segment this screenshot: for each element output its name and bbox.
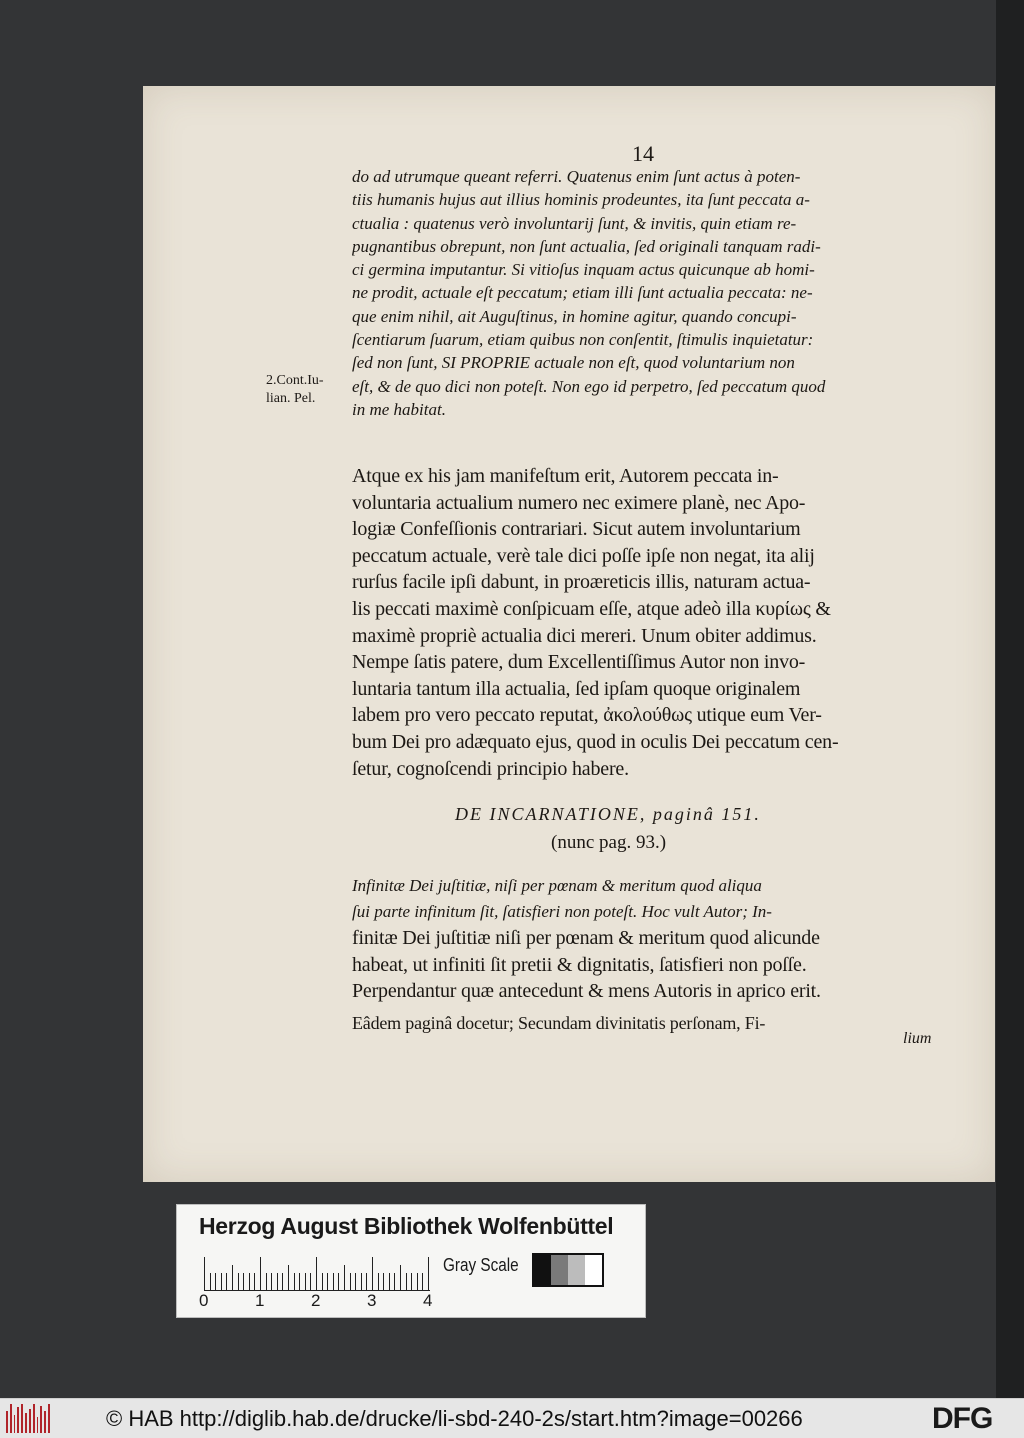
ruler-tick (417, 1273, 418, 1291)
ruler (204, 1257, 430, 1291)
ruler-tick (238, 1273, 239, 1291)
ruler-tick (260, 1257, 261, 1291)
text-line: luntaria tantum illa actualia, ſed ipſam quoque originalem (352, 677, 801, 700)
paragraph-last (352, 1010, 952, 1037)
text-line: Eâdem paginâ docetur; Secundam divinitatis perſonam, Fi- (352, 1013, 766, 1033)
logo-bar (44, 1411, 46, 1433)
section-heading: DE INCARNATIONE, paginâ 151. (455, 804, 761, 824)
ruler-number: 1 (255, 1291, 265, 1310)
text-line: Perpendantur quæ antecedunt & mens Autoris in aprico erit. (352, 980, 821, 1003)
ruler-tick (232, 1265, 233, 1291)
paragraph-body (352, 463, 952, 782)
library-title: Herzog August Bibliothek Wolfenbüttel (199, 1213, 614, 1239)
text-line: Nempe ſatis patere, dum Excellentiſſimus Autor non invo- (352, 651, 806, 674)
text-line: ſed non ſunt, SI PROPRIE actuale non eſt, quod voluntarium non (352, 353, 795, 373)
text-line: tiis humanis hujus aut illius hominis prodeuntes, ita ſunt peccata a- (352, 190, 810, 210)
ruler-tick (277, 1273, 278, 1291)
scan-edge (996, 0, 1024, 1398)
color-scale-bar (176, 1204, 646, 1318)
ruler-number: 0 (199, 1291, 209, 1310)
text-line: voluntaria actualium numero nec eximere planè, nec Apo- (352, 491, 806, 514)
text-line: Atque ex his jam manifeſtum erit, Autorem peccata in- (352, 465, 779, 487)
ruler-numbers (199, 1291, 439, 1311)
ruler-tick (372, 1257, 373, 1291)
ruler-tick (406, 1273, 407, 1291)
gray-swatches (532, 1253, 604, 1287)
gray-swatch (585, 1255, 602, 1285)
text-line: ſcentiarum ſuarum, etiam quibus non conſentit, ſtimulis inquietatur: (352, 330, 814, 350)
text-line: peccatum actuale, verè tale dici poſſe ipſe non negat, ita alij (352, 544, 815, 567)
logo-bar (21, 1404, 23, 1433)
text-line: Infinitæ Dei juſtitiæ, niſi per pœnam & meritum quod aliqua (352, 876, 762, 895)
page-number: 14 (632, 141, 654, 166)
text-line: labem pro vero peccato reputat, ἀκολούθως utique eum Ver- (352, 704, 822, 727)
ruler-number: 3 (367, 1291, 377, 1310)
ruler-tick (305, 1273, 306, 1291)
logo-bar (37, 1417, 39, 1433)
margin-note (266, 372, 356, 408)
ruler-tick (215, 1273, 216, 1291)
gray-scale-label: Gray Scale (443, 1255, 519, 1275)
ruler-number: 4 (423, 1291, 433, 1310)
ruler-tick (333, 1273, 334, 1291)
ruler-number: 2 (311, 1291, 321, 1310)
logo-bar (6, 1411, 8, 1433)
margin-note-line: lian. Pel. (266, 391, 316, 406)
text-line: logiæ Confeſſionis contrariari. Sicut autem involuntarium (352, 518, 801, 541)
ruler-tick (366, 1273, 367, 1291)
copyright-url: © HAB http://diglib.hab.de/drucke/li-sbd-240-2s/start.htm?image=00266 (106, 1406, 803, 1431)
text-line: rurſus facile ipſi dabunt, in proæreticis illis, naturam actua- (352, 571, 811, 594)
dfg-logo: DFG (932, 1402, 993, 1435)
text-line: ctualia : quatenus verò involuntarij ſunt, & invitis, quin etiam re- (352, 213, 797, 233)
hab-logo-icon (6, 1404, 50, 1433)
ruler-tick (288, 1265, 289, 1291)
text-line: ci germina imputantur. Si vitioſus inquam actus quicunque ab homi- (352, 260, 815, 280)
ruler-tick (344, 1265, 345, 1291)
logo-bar (25, 1413, 27, 1433)
logo-bar (40, 1406, 42, 1433)
ruler-tick (327, 1273, 328, 1291)
text-line: ſui parte infinitum ſit, ſatisfieri non poteſt. Hoc vult Autor; In- (352, 902, 772, 921)
ruler-tick (378, 1273, 379, 1291)
ruler-tick (249, 1273, 250, 1291)
text-line: ſetur, cognoſcendi principio habere. (352, 757, 629, 780)
gray-swatch (568, 1255, 585, 1285)
ruler-tick (422, 1273, 423, 1291)
text-line: do ad utrumque queant referri. Quatenus enim ſunt actus à poten- (352, 167, 801, 186)
text-line: pugnantibus obrepunt, non ſunt actualia, ſed originali tanquam radi- (352, 236, 821, 256)
ruler-tick (322, 1273, 323, 1291)
ruler-tick (299, 1273, 300, 1291)
logo-bar (14, 1415, 16, 1433)
ruler-tick (226, 1273, 227, 1291)
ruler-tick (266, 1273, 267, 1291)
paragraph-quote (352, 165, 952, 421)
ruler-tick (221, 1273, 222, 1291)
ruler-tick (204, 1257, 205, 1291)
catchword: lium (903, 1030, 932, 1047)
logo-bar (10, 1404, 12, 1433)
ruler-tick (271, 1273, 272, 1291)
ruler-tick (394, 1273, 395, 1291)
text-line: eſt, & de quo dici non poteſt. Non ego id perpetro, ſed peccatum quod (352, 376, 826, 396)
ruler-tick (361, 1273, 362, 1291)
ruler-tick (338, 1273, 339, 1291)
logo-bar (29, 1409, 31, 1433)
gray-swatch (551, 1255, 568, 1285)
text-line: que enim nihil, ait Auguſtinus, in homine agitur, quando concupi- (352, 306, 797, 326)
ruler-tick (389, 1273, 390, 1291)
paragraph-incarnation (352, 873, 952, 1005)
ruler-tick (383, 1273, 384, 1291)
gray-swatch (534, 1255, 551, 1285)
ruler-tick (294, 1273, 295, 1291)
text-line: ne prodit, actuale eſt peccatum; etiam illi ſunt actualia peccata: ne- (352, 283, 813, 303)
text-line: habeat, ut infiniti ſit pretii & dignitatis, ſatisfieri non poſſe. (352, 953, 807, 976)
margin-note-line: 2.Cont.Iu- (266, 373, 324, 388)
ruler-tick (411, 1273, 412, 1291)
text-line: lis peccati maximè conſpicuam eſſe, atque adeò illa κυρίως & (352, 597, 831, 620)
ruler-tick (355, 1273, 356, 1291)
text-line: maximè propriè actualia dici mereri. Unum obiter addimus. (352, 624, 817, 647)
ruler-tick (243, 1273, 244, 1291)
text-line: finitæ Dei juſtitiæ niſi per pœnam & meritum quod alicunde (352, 927, 820, 949)
logo-bar (48, 1404, 50, 1433)
ruler-tick (316, 1257, 317, 1291)
logo-bar (33, 1404, 35, 1433)
ruler-tick (350, 1273, 351, 1291)
text-line: bum Dei pro adæquato ejus, quod in oculis Dei peccatum cen- (352, 730, 839, 753)
ruler-tick (428, 1257, 429, 1291)
section-subheading: (nunc pag. 93.) (551, 832, 667, 853)
logo-bar (17, 1407, 19, 1433)
ruler-tick (310, 1273, 311, 1291)
ruler-tick (282, 1273, 283, 1291)
ruler-tick (210, 1273, 211, 1291)
viewer-footer (0, 1398, 1024, 1438)
text-line: in me habitat. (352, 399, 446, 419)
ruler-tick (400, 1265, 401, 1291)
ruler-tick (254, 1273, 255, 1291)
